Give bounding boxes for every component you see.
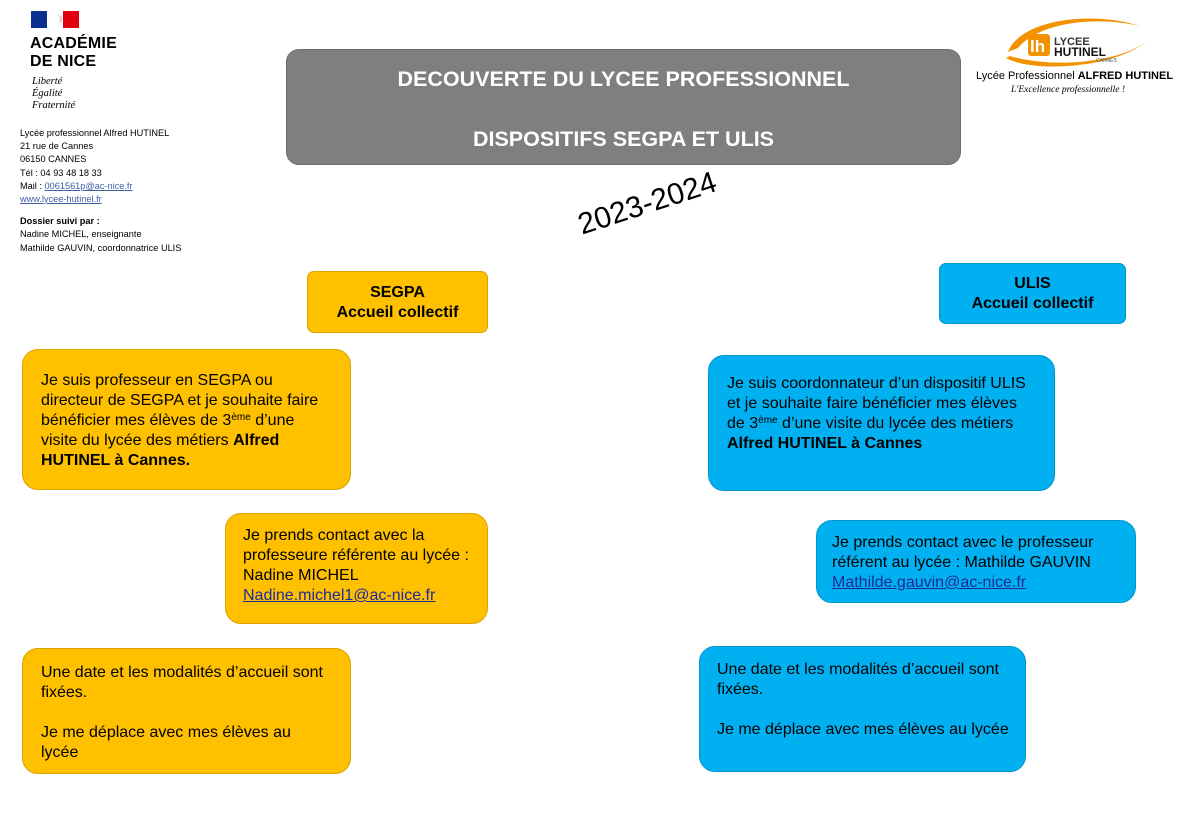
school-year: 2023-2024	[574, 165, 721, 242]
segpa-title: SEGPA	[370, 284, 425, 301]
banner-title: DECOUVERTE DU LYCEE PROFESSIONNEL	[397, 67, 850, 91]
segpa-label	[307, 271, 488, 333]
segpa-email-link[interactable]: Nadine.michel1@ac-nice.fr	[243, 587, 436, 604]
segpa-step-2: Je prends contact avec la professeure référente au lycée : Nadine MICHEL Nadine.michel1@ac-nice.fr	[225, 513, 488, 624]
address-line: 06150 CANNES	[20, 154, 87, 165]
address-line: 21 rue de Cannes	[20, 141, 94, 152]
lycee-tagline: L'Excellence professionnelle !	[1011, 85, 1126, 95]
ulis-step-3: Une date et les modalités d’accueil sont fixées. Je me déplace avec mes élèves au lycée	[699, 646, 1026, 772]
banner-subtitle: DISPOSITIFS SEGPA ET ULIS	[472, 127, 775, 151]
address-line: Lycée professionnel Alfred HUTINEL	[20, 128, 170, 138]
ulis-label	[939, 263, 1126, 324]
academie-motto: Liberté Égalité Fraternité	[32, 76, 76, 111]
follower-line: Mathilde GAUVIN, coordonnatrice ULIS	[20, 242, 182, 253]
logo-monogram: lh	[1030, 37, 1046, 56]
ulis-title: ULIS	[1014, 275, 1051, 292]
segpa-subtitle: Accueil collectif	[336, 304, 459, 321]
logo-city: CANNES	[1096, 58, 1117, 64]
address-line: Tél : 04 93 48 18 33	[20, 167, 102, 178]
ulis-step-2: Je prends contact avec le professeur référent au lycée : Mathilde GAUVIN Mathilde.gauvin@ac-nice.fr	[816, 520, 1136, 603]
lycee-caption: Lycée Professionnel ALFRED HUTINEL	[976, 70, 1174, 82]
logo-bottom-word: HUTINEL	[1054, 45, 1106, 59]
segpa-step-1: Je suis professeur en SEGPA ou directeur de SEGPA et je souhaite faire bénéficier mes élèves de 3ème d’une visite du lycée des métiers Alfred HUTINEL à Cannes.	[22, 349, 351, 490]
ulis-email-link[interactable]: Mathilde.gauvin@ac-nice.fr	[832, 574, 1027, 591]
lycee-hutinel-logo	[1000, 12, 1150, 78]
ulis-step-1: Je suis coordonnateur d’un dispositif ULIS et je souhaite faire bénéficier mes élèves de 3ème d’une visite du lycée des métiers Alfred HUTINEL à Cannes	[708, 355, 1055, 491]
title-banner	[286, 49, 961, 165]
logo-top-word: LYCEE	[1054, 36, 1090, 48]
ulis-subtitle: Accueil collectif	[971, 295, 1094, 312]
follower-line: Nadine MICHEL, enseignante	[20, 229, 142, 240]
followed-by-label: Dossier suivi par :	[20, 216, 100, 227]
mail-link[interactable]: 0061561p@ac-nice.fr	[44, 180, 133, 191]
website-link[interactable]: www.lycee-hutinel.fr	[20, 194, 102, 205]
french-flag-icon	[31, 11, 79, 28]
address-block	[20, 127, 181, 255]
mail-line: Mail : 0061561p@ac-nice.fr	[20, 180, 133, 191]
academie-name: ACADÉMIE DE NICE	[30, 35, 117, 70]
segpa-step-3: Une date et les modalités d’accueil sont fixées. Je me déplace avec mes élèves au lycée	[22, 648, 351, 774]
